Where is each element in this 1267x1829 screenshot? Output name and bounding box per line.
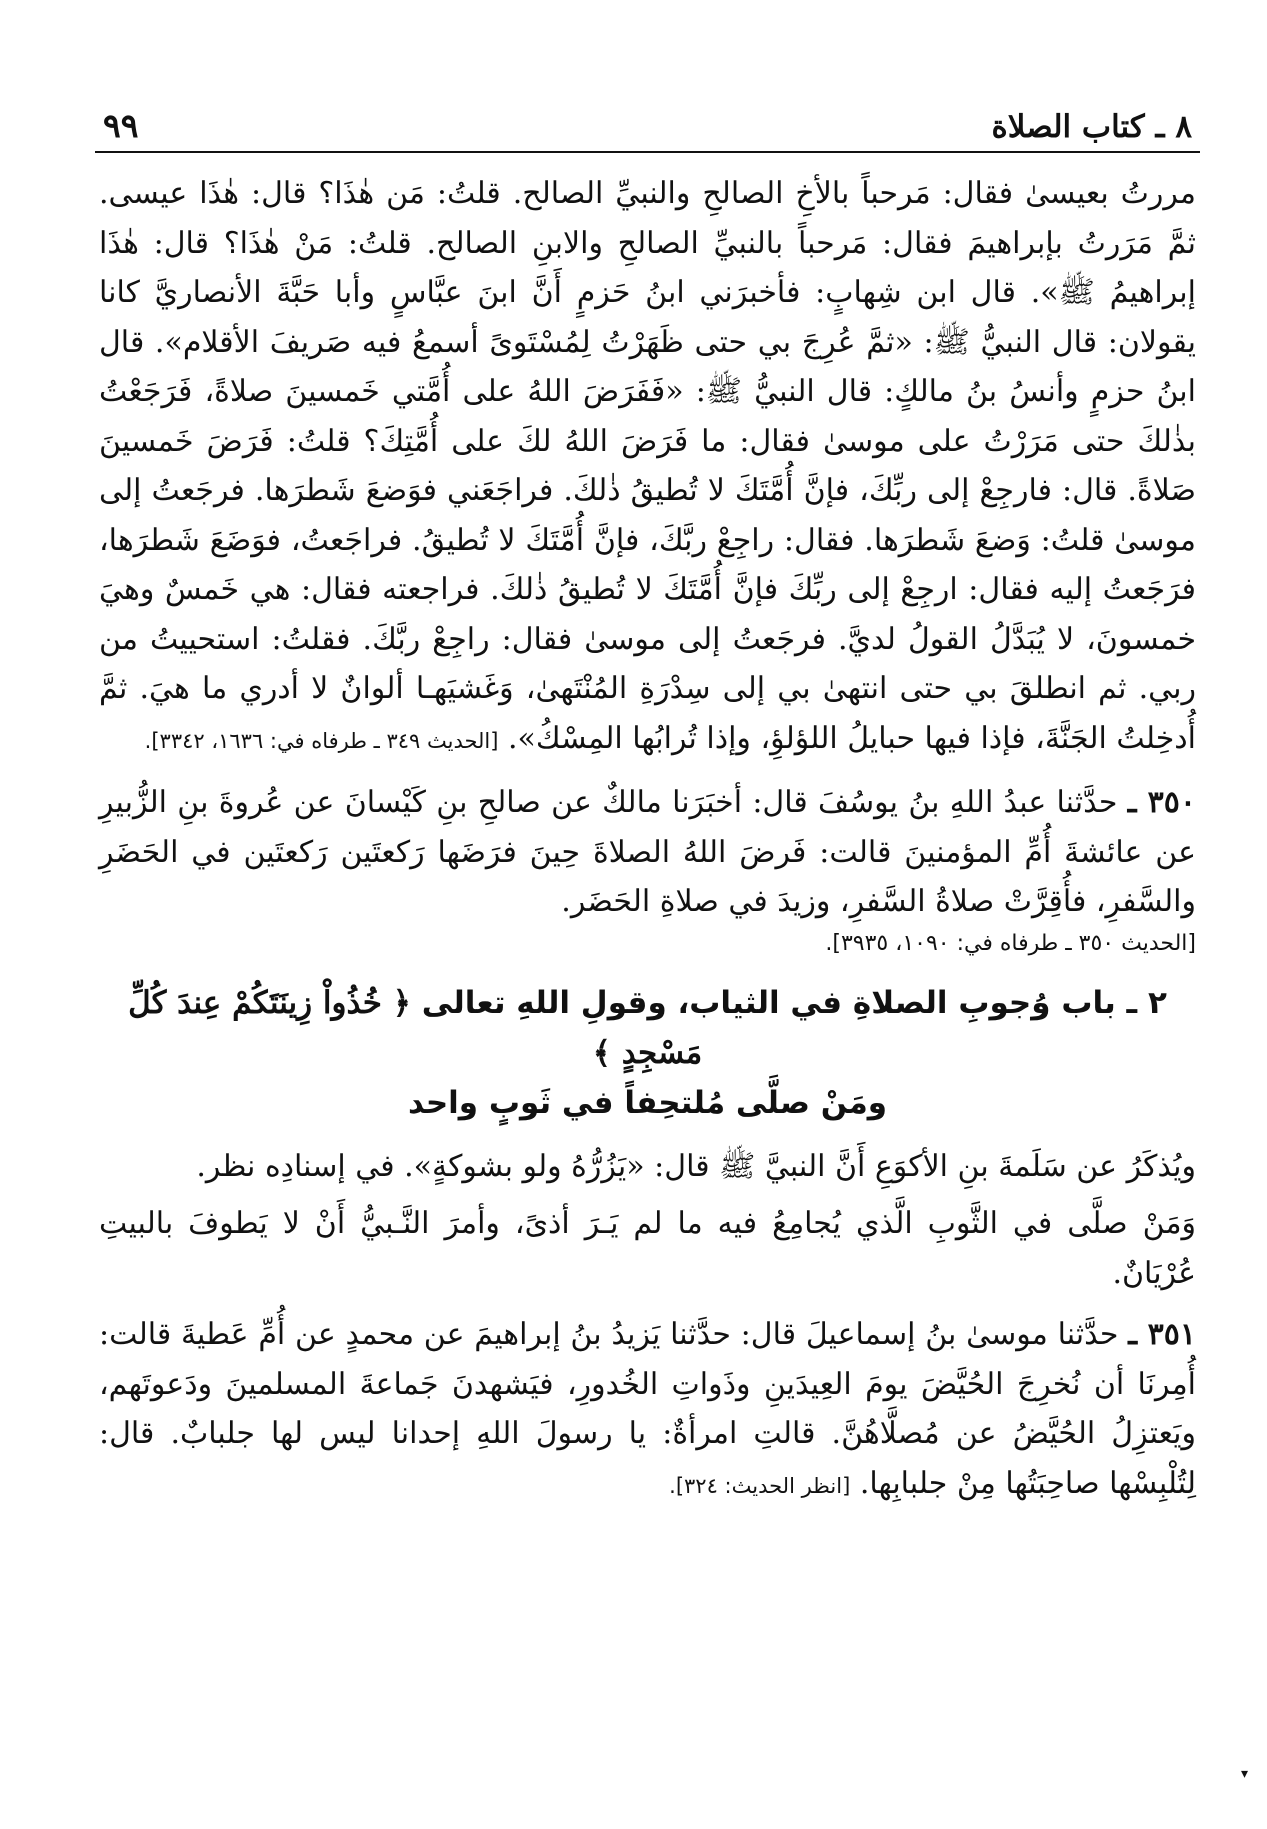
hadith-351-text: حدَّثنا موسىٰ بنُ إسماعيلَ قال: حدَّثنا يَزيدُ بنُ إبراهيمَ عن محمدٍ عن أُمِّ عَطيةَ قالت: أُمِرنَا أن نُخرِجَ الحُيَّضَ يومَ العِيدَينِ وذَواتِ الخُدورِ، فيَشهدنَ جَماعةَ المسلمينَ ودَعوتَهم، ويَعتزِلُ الحُيَّضُ عن مُصلَّاهُنَّ. قالتِ امرأةٌ: يا رسولَ اللهِ إحدانا ليس لها جلبابٌ. قال: لِتُلْبِسْها صاحِبَتُها مِنْ جلبابِها. <box>99 1317 1196 1501</box>
hadith-349-continuation <box>95 169 1200 766</box>
page-number: ٩٩ <box>103 106 139 145</box>
hadith-350-text: حدَّثنا عبدُ اللهِ بنُ يوسُفَ قال: أخبَرَنا مالكٌ عن صالحِ بنِ كَيْسانَ عن عُروةَ بنِ الزُّبيرِ عن عائشةَ أُمِّ المؤمنينَ قالت: فَرضَ اللهُ الصلاةَ حِينَ فرَضَها رَكعتَين رَكعتَين في الحَضَرِ والسَّفرِ، فأُقِرَّتْ صلاةُ السَّفرِ، وزيدَ في صلاةِ الحَضَر. <box>99 785 1196 919</box>
chapter-2-title-line1 <box>95 978 1200 1078</box>
hadith-351-citation: [انظر الحديث: ٣٢٤]. <box>669 1473 851 1498</box>
chapter-2-title-part2: ومَنْ صلَّى مُلتحِفاً في ثَوبٍ واحد <box>407 1084 888 1121</box>
ta-liq-line-1: ويُذكَرُ عن سَلَمةَ بنِ الأكوَعِ أَنَّ النبيَّ ﷺ قال: «يَزُرُّهُ ولو بشوكةٍ». في إسنادِه نظر. <box>196 1148 1196 1184</box>
margin-mark: ▾ <box>1241 1766 1249 1782</box>
chapter-2-title-part1: ٢ ـ باب وُجوبِ الصلاةِ في الثياب، وقولِ اللهِ تعالى <box>421 984 1167 1021</box>
chapter-2-heading <box>95 978 1200 1128</box>
ta-liq-line-2: وَمَنْ صلَّى في الثَّوبِ الَّذي يُجامِعُ فيه ما لم يَـرَ أذىً، وأمرَ النَّـبيُّ أَنْ لا يَطوفَ بالبيتِ عُرْيَانٌ. <box>99 1206 1196 1291</box>
hadith-351-number: ٣٥١ ـ <box>1128 1317 1196 1352</box>
quran-verse: ﴿ خُذُواْ زِينَتَكُمْ عِندَ كُلِّ مَسْجِدٍ ﴾ <box>128 984 703 1071</box>
page-header <box>95 95 1200 153</box>
hadith-350 <box>95 778 1200 927</box>
hadith-351 <box>95 1310 1200 1511</box>
book-page <box>95 95 1200 1511</box>
hadith-350-number: ٣٥٠ ـ <box>1127 785 1197 820</box>
hadith-349-citation: [الحديث ٣٤٩ ـ طرفاه في: ١٦٣٦، ٣٣٤٢]. <box>144 728 499 753</box>
hadith-349-text: مررتُ بعيسىٰ فقال: مَرحباً بالأخِ الصالحِ والنبيِّ الصالح. قلتُ: مَن هٰذَا؟ قال: هٰذَا عيسى. ثمَّ مَرَرتُ بإبراهيمَ فقال: مَرحباً بالنبيِّ الصالحِ والابنِ الصالح. قلتُ: مَنْ هٰذَا؟ قال: هٰذَا إبراهيمُ ﷺ». قال ابن شِهابٍ: فأخبرَني ابنُ حَزمٍ أَنَّ ابنَ عبَّاسٍ وأبا حَبَّةَ الأنصاريَّ كانا يقولان: قال النبيُّ ﷺ: «ثمَّ عُرِجَ بي حتى ظَهَرْتُ لِمُسْتَوىً أسمعُ فيه صَريفَ الأقلام». قال ابنُ حزمٍ وأنسُ بنُ مالكٍ: قال النبيُّ ﷺ: «فَفَرَضَ اللهُ على أُمَّتي خَمسينَ صلاةً، فَرَجَعْتُ بذٰلكَ حتى مَرَرْتُ على موسىٰ فقال: ما فَرَضَ اللهُ لكَ على أُمَّتِكَ؟ قلتُ: فَرَضَ خَمسينَ صَلاةً. قال: فارجِعْ إلى ربِّكَ، فإنَّ أُمَّتَكَ لا تُطيقُ ذٰلكَ. فراجَعَني فوَضعَ شَطرَها. فرجَعتُ إلى موسىٰ قلتُ: وَضعَ شَطرَها. فقال: راجِعْ ربَّكَ، فإنَّ أُمَّتَكَ لا تُطيقُ. فراجَعتُ، فوَضَعَ شَطرَها، فرَجَعتُ إليه فقال: ارجِعْ إلى ربِّكَ فإنَّ أُمَّتَكَ لا تُطيقُ ذٰلكَ. فراجعته فقال: هي خَمسٌ وهيَ خمسونَ، لا يُبَدَّلُ القولُ لديَّ. فرجَعتُ إلى موسىٰ فقال: راجِعْ ربَّكَ. فقلتُ: استحييتُ من ربي. ثم انطلقَ بي حتى انتهىٰ بي إلى سِدْرَةِ المُنْتَهىٰ، وَغَشيَهـا ألوانٌ لا أدري ما هيَ. ثمَّ أُدخِلتُ الجَنَّةَ، فإذا فيها حبايلُ اللؤلؤِ، وإذا تُرابُها المِسْكُ». <box>99 176 1196 756</box>
chapter-running-title: ٨ ـ كتاب الصلاة <box>991 109 1192 145</box>
hadith-350-footnote: [الحديث ٣٥٠ ـ طرفاه في: ١٠٩٠، ٣٩٣٥]. <box>825 930 1196 956</box>
